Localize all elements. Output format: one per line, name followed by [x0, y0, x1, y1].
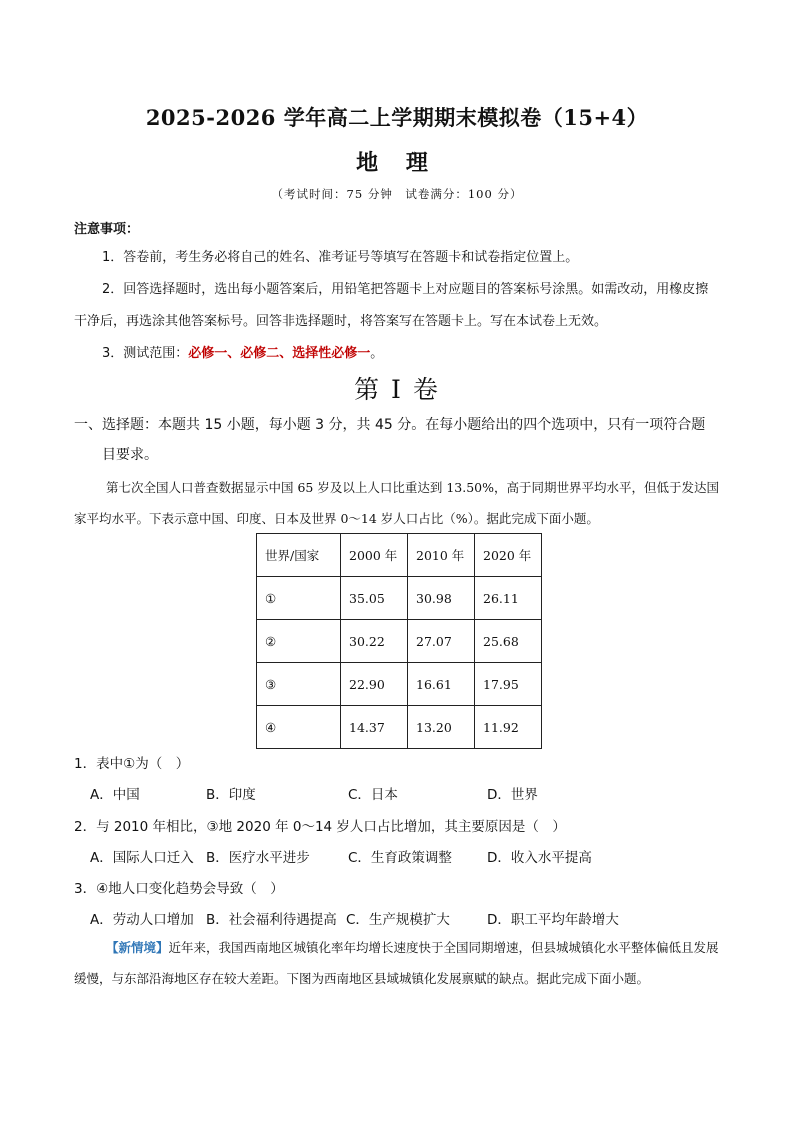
- notice-item-3-prefix: 3．测试范围：: [102, 346, 189, 361]
- notice-item-2: 2．回答选择题时，选出每小题答案后，用铅笔把答题卡上对应题目的答案标号涂黑。如需改动，用橡皮擦干净后，再选涂其他答案标号。回答非选择题时，将答案写在答题卡上。写在本试卷上无效。: [74, 282, 709, 329]
- table-cell: 35.05: [341, 577, 408, 620]
- table-cell: 11.92: [475, 706, 542, 749]
- material-1: 第七次全国人口普查数据显示中国 65 岁及以上人口比重达到 13.50%，高于同期世界平均水平，但低于发达国家平均水平。下表示意中国、印度、日本及世界 0～14 岁人口占比（%）。据此完成下面小题。: [74, 480, 719, 526]
- question-2-stem: 2．与 2010 年相比，③地 2020 年 0～14 岁人口占比增加，其主要原因是（ ）: [74, 819, 566, 835]
- table-cell-label: ①: [257, 577, 341, 620]
- part-title: 第 I 卷: [354, 375, 440, 404]
- question-2-option-d: D．收入水平提高: [487, 850, 592, 866]
- section-heading-line-1: 一、选择题：本题共 15 小题，每小题 3 分，共 45 分。在每小题给出的四个选项中，只有一项符合题: [74, 417, 706, 433]
- test-scope: 必修一、必修二、选择性必修一: [188, 346, 371, 361]
- table-cell: 25.68: [475, 620, 542, 663]
- question-1-option-c: C．日本: [348, 787, 398, 803]
- question-3-option-d: D．职工平均年龄增大: [487, 912, 619, 928]
- question-1-stem: 1．表中①为（ ）: [74, 756, 190, 772]
- material-2: [74, 932, 720, 994]
- notice-heading: 注意事项：: [74, 222, 140, 237]
- question-2-option-c: C．生育政策调整: [348, 850, 452, 866]
- question-2-option-b: B．医疗水平进步: [206, 850, 310, 866]
- question-2-option-a: A．国际人口迁入: [90, 850, 194, 866]
- notice-item-3: [74, 338, 720, 370]
- new-context-tag: 【新情境】: [106, 940, 169, 955]
- question-3-option-b: B．社会福利待遇提高: [206, 912, 337, 928]
- exam-title: 2025-2026 学年高二上学期期末模拟卷（15+4）: [145, 105, 649, 130]
- subject-title: 地 理: [356, 150, 438, 176]
- notice-item-1: 1．答卷前，考生务必将自己的姓名、准考证号等填写在答题卡和试卷指定位置上。: [102, 250, 579, 265]
- table-cell: 22.90: [341, 663, 408, 706]
- table-cell-label: ③: [257, 663, 341, 706]
- exam-info: （考试时间：75 分钟 试卷满分：100 分）: [271, 187, 523, 201]
- table-cell: 14.37: [341, 706, 408, 749]
- table-header-cell: 2020 年: [475, 534, 542, 577]
- question-3-option-a: A．劳动人口增加: [90, 912, 194, 928]
- question-3-option-c: C．生产规模扩大: [346, 912, 450, 928]
- table-header-cell: 2010 年: [408, 534, 475, 577]
- section-heading: [74, 410, 720, 470]
- table-cell: 16.61: [408, 663, 475, 706]
- section-heading-line-2: 目要求。: [102, 447, 158, 463]
- table-row: [257, 620, 542, 663]
- question-1-option-b: B．印度: [206, 787, 256, 803]
- table-cell: 26.11: [475, 577, 542, 620]
- table-cell: 30.22: [341, 620, 408, 663]
- question-1-option-a: A．中国: [90, 787, 140, 803]
- table-header-row: [257, 534, 542, 577]
- question-3-stem: 3．④地人口变化趋势会导致（ ）: [74, 881, 284, 897]
- table-header-cell: 世界/国家: [257, 534, 341, 577]
- table-cell: 17.95: [475, 663, 542, 706]
- table-header-cell: 2000 年: [341, 534, 408, 577]
- notice-item-3-suffix: 。: [370, 346, 384, 361]
- question-1-option-d: D．世界: [487, 787, 538, 803]
- population-table: [256, 533, 542, 749]
- table-cell-label: ④: [257, 706, 341, 749]
- table-cell: 27.07: [408, 620, 475, 663]
- table-cell-label: ②: [257, 620, 341, 663]
- table-row: [257, 706, 542, 749]
- material-2-text: 近年来，我国西南地区城镇化率年均增长速度快于全国同期增速，但县城城镇化水平整体偏低且发展缓慢，与东部沿海地区存在较大差距。下图为西南地区县域城镇化发展禀赋的缺点。据此完成下面小题。: [74, 940, 719, 986]
- table-row: [257, 577, 542, 620]
- table-cell: 30.98: [408, 577, 475, 620]
- table-row: [257, 663, 542, 706]
- table-cell: 13.20: [408, 706, 475, 749]
